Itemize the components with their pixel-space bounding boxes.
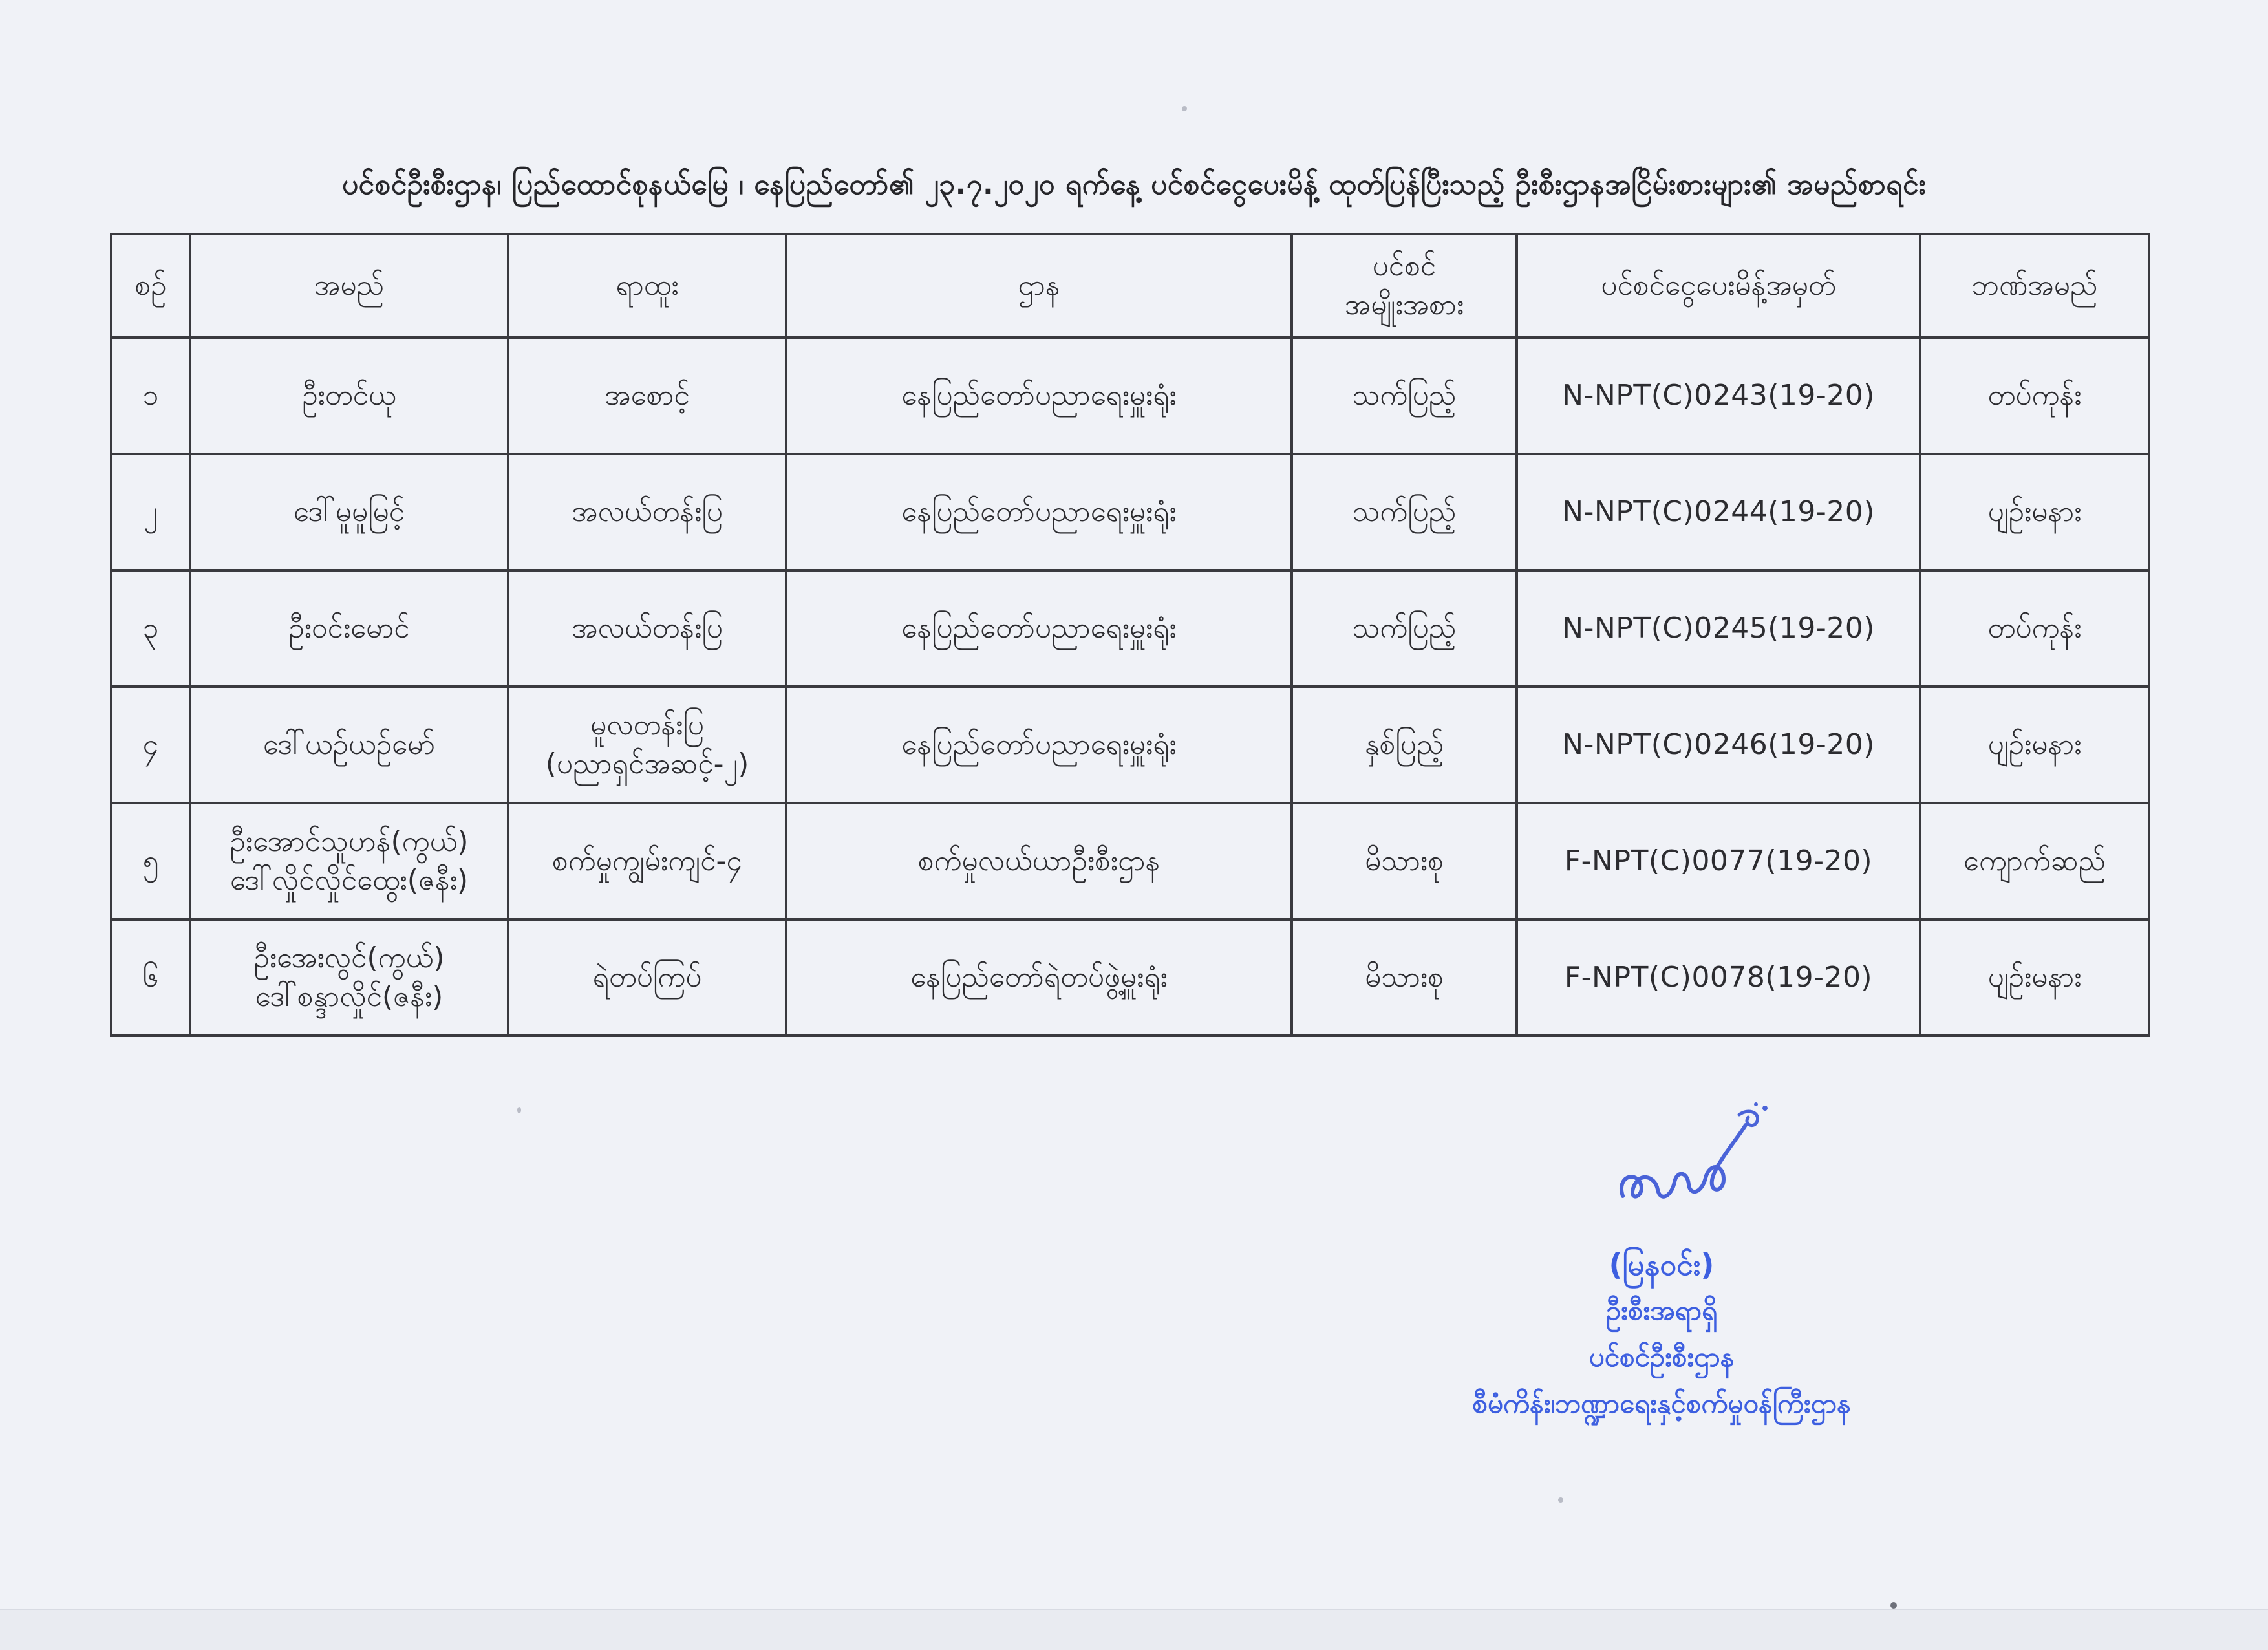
header-no: စဉ် [111,234,190,338]
header-order-no: ပင်စင်ငွေပေးမိန့်အမှတ် [1517,234,1920,338]
cell-bank: ကျောက်ဆည် [1920,803,2149,919]
cell-order-no: N-NPT(C)0246(19-20) [1517,687,1920,803]
name-line: ဦးဝင်းမောင် [288,612,410,645]
name-line: ဒေါ်ယဉ်ယဉ်မော် [262,728,436,761]
cell-rank [508,454,786,570]
header-bank: ဘဏ်အမည် [1920,234,2149,338]
cell-order-no: F-NPT(C)0077(19-20) [1517,803,1920,919]
pension-roster-table [110,233,2150,1037]
handwritten-signature [1610,1099,1778,1228]
header-pension-type [1292,234,1517,338]
scan-speck [517,1107,521,1113]
cell-pension-type: မိသားစု [1292,919,1517,1036]
cell-bank: ပျဉ်းမနား [1920,687,2149,803]
cell-pension-type: သက်ပြည့် [1292,338,1517,454]
cell-name [190,687,508,803]
stamp-department: ပင်စင်ဦးစီးဌာန [1589,1341,1735,1373]
cell-department: နေပြည်တော်ပညာရေးမှူးရုံး [786,687,1292,803]
cell-no: ၁ [111,338,190,454]
header-rank: ရာထူး [508,234,786,338]
scan-speck [1890,1602,1897,1609]
header-name: အမည် [190,234,508,338]
cell-name [190,803,508,919]
rank-line: အစောင့် [604,379,690,412]
cell-name [190,338,508,454]
stamp-officer-title: ဦးစီးအရာရှိ [1605,1294,1718,1326]
cell-no: ၂ [111,454,190,570]
cell-pension-type: မိသားစု [1292,803,1517,919]
cell-pension-type: သက်ပြည့် [1292,454,1517,570]
cell-department: နေပြည်တော်ပညာရေးမှူးရုံး [786,570,1292,687]
page-title: ပင်စင်ဦးစီးဌာန၊ ပြည်ထောင်စုနယ်မြေ ၊ နေပြည်တော်၏ ၂၃.၇.၂၀၂၀ ရက်နေ့ ပင်စင်ငွေပေးမိန့် ထုတ်ပြန်ပြီးသည့် ဦးစီးဌာနအငြိမ်းစားများ၏ အမည်စာရင်း [341,168,1927,201]
cell-bank: တပ်ကုန်း [1920,570,2149,687]
name-line: ဒေါ်မူမူမြင့် [293,495,405,528]
rank-line: ရဲတပ်ကြပ် [592,961,702,994]
cell-order-no: N-NPT(C)0243(19-20) [1517,338,1920,454]
cell-bank: တပ်ကုန်း [1920,338,2149,454]
name-line: ဦးအေးလွင်(ကွယ်) [253,941,445,974]
table-row [111,454,2149,570]
table-row [111,803,2149,919]
cell-no: ၃ [111,570,190,687]
header-department: ဌာန [786,234,1292,338]
table-row [111,570,2149,687]
scan-bottom-edge [0,1609,2268,1650]
name-line: ဒေါ်စန္ဒာလှိုင်(ဇနီး) [255,980,444,1013]
cell-department: နေပြည်တော်ပညာရေးမှူးရုံး [786,454,1292,570]
cell-rank [508,570,786,687]
cell-order-no: N-NPT(C)0244(19-20) [1517,454,1920,570]
cell-bank: ပျဉ်းမနား [1920,454,2149,570]
name-line: ဒေါ်လှိုင်လှိုင်ထွေး(ဇနီး) [230,864,469,897]
cell-no: ၅ [111,803,190,919]
cell-name [190,454,508,570]
cell-name [190,919,508,1036]
name-line: ဦးအောင်သူဟန်(ကွယ်) [230,825,469,858]
stamp-ministry: စီမံကိန်း၊ဘဏ္ဍာရေးနှင့်စက်မှုဝန်ကြီးဌာန [1472,1388,1851,1419]
scan-speck [1558,1497,1563,1503]
rank-line: (ပညာရှင်အဆင့်-၂) [545,747,749,780]
cell-pension-type: သက်ပြည့် [1292,570,1517,687]
cell-name [190,570,508,687]
cell-department: နေပြည်တော်ရဲတပ်ဖွဲ့မှူးရုံး [786,919,1292,1036]
table-header-row [111,234,2149,338]
table-row [111,338,2149,454]
header-pension-type-line: ပင်စင် [1372,250,1437,283]
rank-line: မူလတန်းပြ [590,709,704,742]
table-row [111,687,2149,803]
cell-order-no: F-NPT(C)0078(19-20) [1517,919,1920,1036]
cell-rank [508,919,786,1036]
rank-line: စက်မှုကျွမ်းကျင်-၄ [551,844,743,877]
cell-rank [508,803,786,919]
cell-department: စက်မှုလယ်ယာဦးစီးဌာန [786,803,1292,919]
table-row [111,919,2149,1036]
cell-rank [508,338,786,454]
header-pension-type-line: အမျိုးအစား [1344,288,1464,321]
cell-order-no: N-NPT(C)0245(19-20) [1517,570,1920,687]
scan-speck [1182,106,1187,111]
rank-line: အလယ်တန်းပြ [572,495,723,528]
stamp-officer-name: (မြနဝင်း) [1609,1247,1715,1282]
name-line: ဦးတင်ယု [302,379,396,412]
rank-line: အလယ်တန်းပြ [572,612,723,645]
cell-rank [508,687,786,803]
cell-no: ၄ [111,687,190,803]
cell-department: နေပြည်တော်ပညာရေးမှူးရုံး [786,338,1292,454]
cell-bank: ပျဉ်းမနား [1920,919,2149,1036]
official-stamp [1416,1099,1907,1435]
cell-pension-type: နှစ်ပြည့် [1292,687,1517,803]
cell-no: ၆ [111,919,190,1036]
